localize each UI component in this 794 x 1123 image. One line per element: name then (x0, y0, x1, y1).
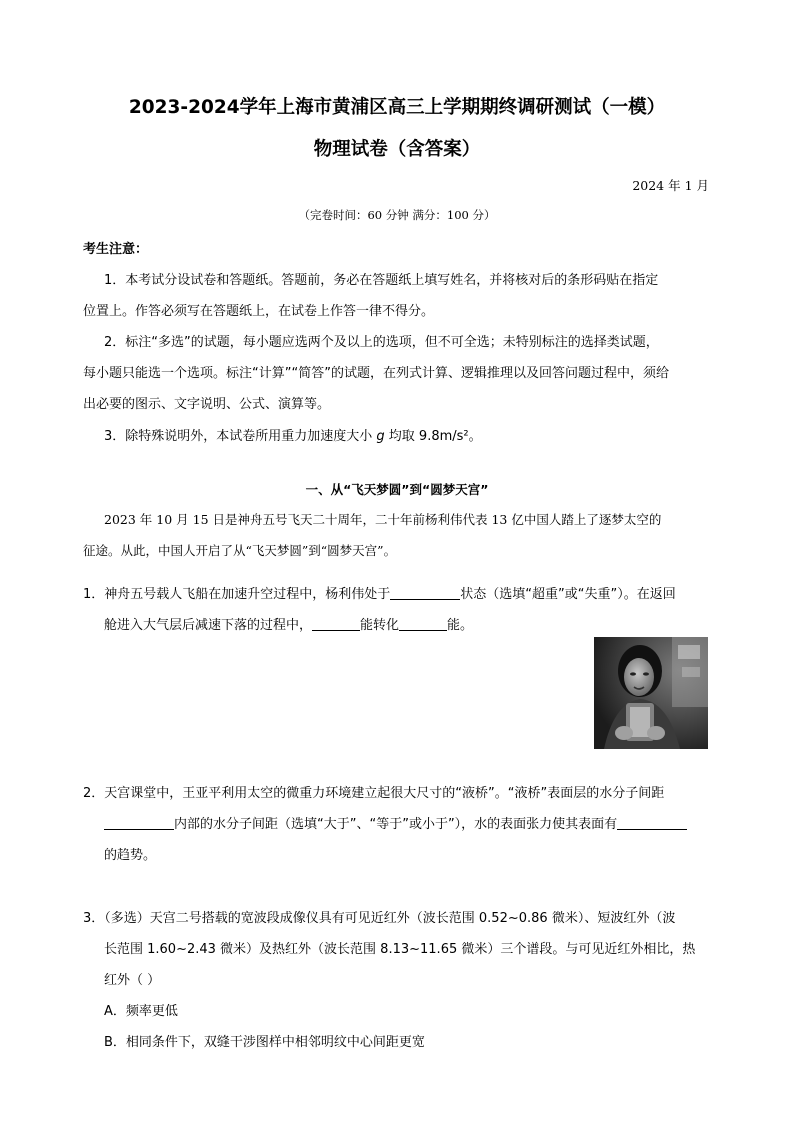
section-title: 一、从“飞天梦圆”到“圆梦天宫” (305, 482, 489, 497)
question-3-line-2: 长范围 1.60~2.43 微米）及热红外（波长范围 8.13~11.65 微米）三个谱段。与可见近红外相比，热 (104, 942, 696, 957)
question-2-line-3: 的趋势。 (104, 848, 157, 863)
question-3-option-b[interactable]: B．相同条件下，双缝干涉图样中相邻明纹中心间距更宽 (104, 1035, 425, 1050)
notice-item-2-line-2: 每小题只能选一个选项。标注“计算”“简答”的试题，在列式计算、逻辑推理以及回答问题过程中，须给 (83, 366, 669, 381)
answer-blank (390, 586, 460, 600)
notice-item-2-line-3: 出必要的图示、文字说明、公式、演算等。 (83, 397, 331, 412)
notice-item-3-suffix: 均取 9.8m/s²。 (384, 429, 482, 444)
answer-blank (312, 617, 360, 631)
question-1-line-1: 1．神舟五号载人飞船在加速升空过程中，杨利伟处于 状态（选填“超重”或“失重”）。在返回 (83, 587, 676, 602)
question-3-line-3: 红外（ ） (104, 973, 161, 988)
question-1-line-2: 舱进入大气层后减速下落的过程中， 能转化 能。 (104, 618, 474, 633)
question-3-option-a[interactable]: A．频率更低 (104, 1004, 178, 1019)
notice-item-3 (104, 425, 482, 444)
notice-item-3-prefix: 3．除特殊说明外，本试卷所用重力加速度大小 (104, 429, 377, 444)
section-intro-line-1: 2023 年 10 月 15 日是神舟五号飞天二十周年，二十年前杨利伟代表 13 亿中国人踏上了逐梦太空的 (104, 512, 662, 527)
answer-blank (104, 816, 174, 830)
notice-heading: 考生注意： (83, 242, 149, 257)
answer-blank (399, 617, 447, 631)
question-2-line-1: 2．天宫课堂中，王亚平利用太空的微重力环境建立起很大尺寸的“液桥”。“液桥”表面层的水分子间距 (83, 786, 665, 801)
exam-date: 2024 年 1 月 (632, 178, 709, 193)
answer-blank (617, 816, 687, 830)
gravity-symbol: g (376, 429, 385, 444)
exam-title: 2023-2024学年上海市黄浦区高三上学期期终调研测试（一模） (128, 97, 666, 118)
notice-item-1-line-1: 1．本考试分设试卷和答题纸。答题前，务必在答题纸上填写姓名，并将核对后的条形码贴在指定 (104, 273, 659, 288)
notice-item-1-line-2: 位置上。作答必须写在答题纸上，在试卷上作答一律不得分。 (83, 304, 435, 319)
astronaut-photo-graphic (594, 637, 708, 749)
question-2-line-2: 内部的水分子间距（选填“大于”、“等于”或小于”），水的表面张力使其表面有 (104, 813, 687, 832)
astronaut-photo (594, 637, 708, 749)
notice-item-2-line-1: 2．标注“多选”的试题，每小题应选两个及以上的选项，但不可全选；未特别标注的选择类试题， (104, 335, 659, 350)
exam-subtitle: 物理试卷（含答案） (313, 139, 481, 160)
exam-time-info: （完卷时间：60 分钟 满分：100 分） (298, 208, 496, 222)
section-intro-line-2: 征途。从此，中国人开启了从“飞天梦圆”到“圆梦天宫”。 (83, 543, 397, 558)
question-3-line-1: 3．（多选）天宫二号搭载的宽波段成像仪具有可见近红外（波长范围 0.52~0.86 微米）、短波红外（波 (83, 911, 676, 926)
